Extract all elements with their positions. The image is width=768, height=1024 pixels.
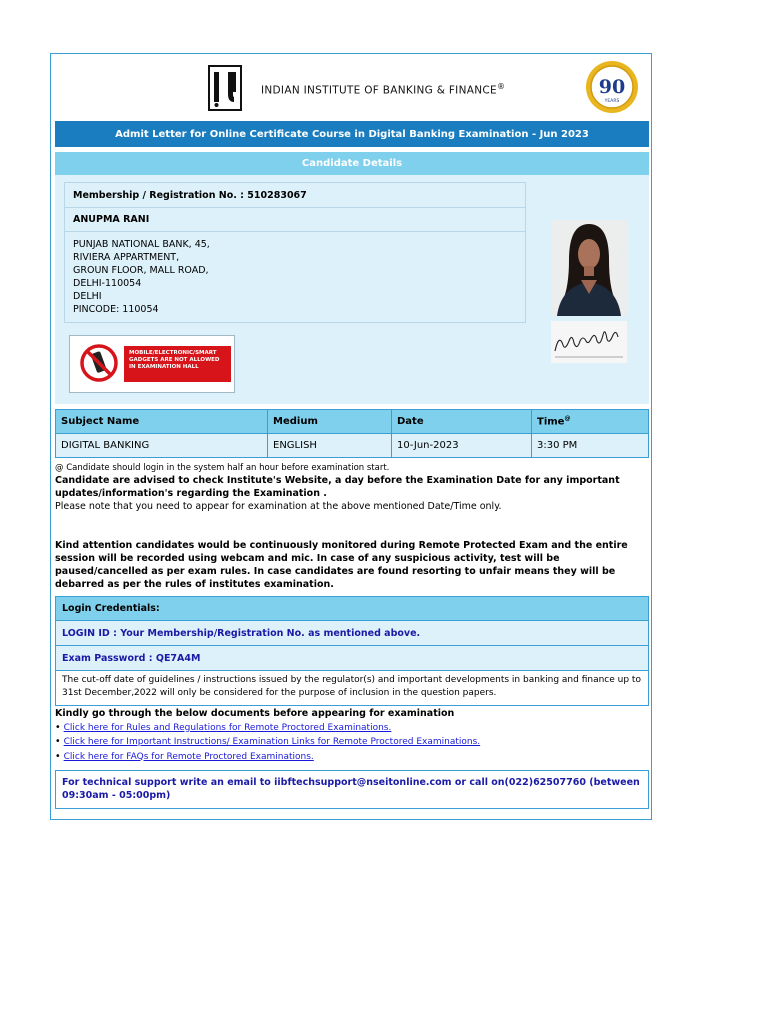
registration-number: Membership / Registration No. : 510283067 — [65, 183, 525, 208]
faqs-link[interactable]: Click here for FAQs for Remote Proctored Examinations. — [63, 751, 314, 762]
documents-heading: Kindly go through the below documents before appearing for examination — [55, 708, 455, 719]
table-header-row — [56, 410, 649, 434]
exam-password: Exam Password : QE7A4M — [55, 646, 649, 671]
candidate-name: ANUPMA RANI — [65, 208, 525, 232]
list-item: • Click here for Important Instructions/ Examination Links for Remote Proctored Examinations. — [55, 736, 481, 747]
list-item: • Click here for FAQs for Remote Proctored Examinations. — [55, 750, 314, 762]
subject-table — [55, 409, 649, 458]
col-time: Time@ — [532, 410, 649, 434]
address-line: DELHI-110054 — [73, 278, 142, 289]
no-mobile-icon — [80, 344, 118, 382]
address-line: PINCODE: 110054 — [73, 304, 159, 315]
institute-name: INDIAN INSTITUTE OF BANKING & FINANCE® — [261, 82, 506, 97]
iibf-logo-icon — [208, 65, 242, 111]
admit-letter — [50, 53, 652, 820]
login-credentials — [55, 596, 649, 671]
badge-number: 90 — [598, 76, 626, 98]
address-line: DELHI — [73, 291, 102, 302]
documents-section — [55, 707, 649, 764]
login-id: LOGIN ID : Your Membership/Registration No. as mentioned above. — [55, 621, 649, 646]
candidate-photo — [551, 220, 627, 316]
candidate-signature — [551, 321, 627, 363]
time-cell: 3:30 PM — [532, 434, 649, 458]
datetime-note: Please note that you need to appear for examination at the above mentioned Date/Time only. — [55, 501, 502, 512]
login-time-note: @ Candidate should login in the system half an hour before examination start. — [55, 463, 390, 473]
instructions-link[interactable]: Click here for Important Instructions/ Examination Links for Remote Proctored Examinations. — [63, 737, 481, 747]
cutoff-note: The cut-off date of guidelines / instructions issued by the regulator(s) and important developments in banking and finance up to 31st December,2022 will only be considered for the purpose of inclusion in the question papers. — [55, 671, 649, 706]
credentials-heading: Login Credentials: — [55, 596, 649, 621]
monitoring-note: Kind attention candidates would be continuously monitored during Remote Protected Exam and the entire session will be recorded using webcam and mic. In case of any suspicious activity, test will be paused/cancelled as per exam rules. In case candidates are found resorting to unfair means they will be debarred as per the rules of institutes examination. — [55, 540, 628, 590]
no-gadgets-warning — [69, 335, 235, 393]
technical-support: For technical support write an email to iibftechsupport@nseitonline.com or call on(022)62507760 (between 09:30am - 05:00pm) — [55, 770, 649, 809]
badge-sub: YEARS — [604, 99, 620, 104]
90-years-badge-icon — [585, 60, 639, 114]
warning-text: MOBILE/ELECTRONIC/SMART GADGETS ARE NOT ALLOWED IN EXAMINATION HALL — [124, 346, 231, 382]
candidate-details-heading: Candidate Details — [55, 152, 649, 175]
letter-header — [51, 54, 651, 120]
table-row — [56, 434, 649, 458]
list-item: • Click here for Rules and Regulations for Remote Proctored Examinations. — [55, 721, 392, 733]
address-line: PUNJAB NATIONAL BANK, 45, — [73, 239, 210, 250]
col-subject-name: Subject Name — [56, 410, 268, 434]
candidate-panel — [55, 175, 649, 404]
col-medium: Medium — [268, 410, 392, 434]
address-line: RIVIERA APPARTMENT, — [73, 252, 180, 263]
exam-notes — [55, 462, 649, 591]
candidate-info — [64, 182, 526, 323]
subject-name-cell: DIGITAL BANKING — [56, 434, 268, 458]
address-line: GROUN FLOOR, MALL ROAD, — [73, 265, 209, 276]
rules-link[interactable]: Click here for Rules and Regulations for Remote Proctored Examinations. — [63, 722, 392, 733]
date-cell: 10-Jun-2023 — [392, 434, 532, 458]
medium-cell: ENGLISH — [268, 434, 392, 458]
candidate-address — [65, 232, 525, 316]
admit-title: Admit Letter for Online Certificate Course in Digital Banking Examination - Jun 2023 — [55, 121, 649, 147]
col-date: Date — [392, 410, 532, 434]
website-note: Candidate are advised to check Institute's Website, a day before the Examination Date for any important updates/information's regarding the Examination . — [55, 475, 620, 499]
